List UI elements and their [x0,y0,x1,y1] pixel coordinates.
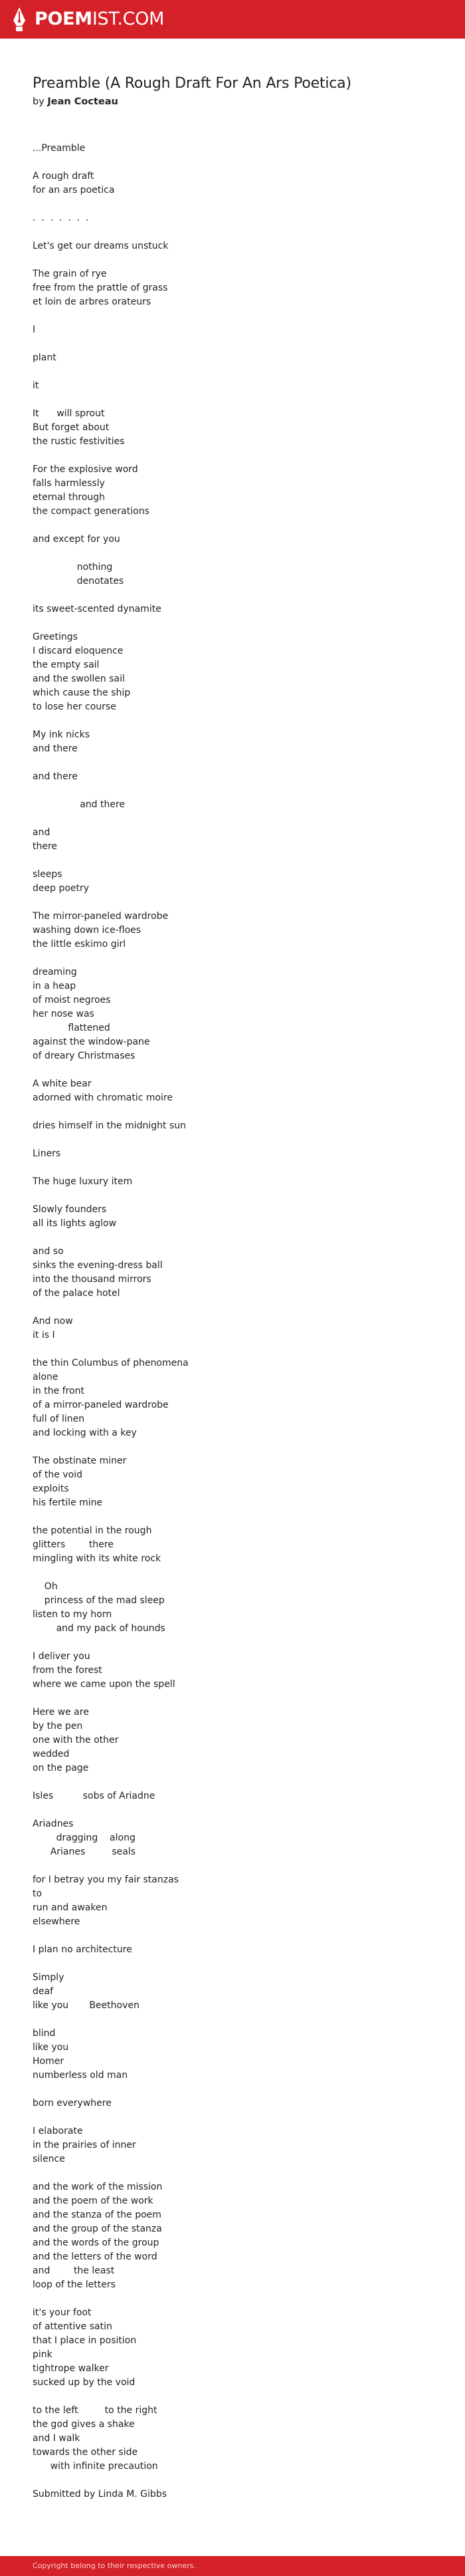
poem-article [33,73,431,2502]
byline [33,94,431,109]
byline-prefix: by [33,96,45,107]
site-footer [0,2556,465,2576]
logo-bold-part: POEM [35,9,92,29]
copyright-notice: Copyright belong to their respective owners. [33,2561,196,2570]
fountain-pen-logo-icon[interactable] [11,6,28,33]
logo-light-part: IST.COM [92,9,165,29]
author-link[interactable]: Jean Cocteau [47,96,118,107]
poem-body: ...Preamble A rough draft for an ars poetica . . . . . . . Let's get our dreams unstuck The grain of rye free from the prattle of grass et loin de arbres orateurs I plant it It will sprout But forget about the rustic festivities For the explosive word falls harmlessly eternal through the compact generations and except for you nothing denotates its sweet-scented dynamite Greetings I discard eloquence the empty sail and the swollen sail which cause the ship to lose her course My ink nicks and there and there and there and there sleeps deep poetry The mirror-paneled wardrobe washing down ice-floes the little eskimo girl dreaming in a heap of moist negroes her nose was flattened against the window-pane of dreary Christmases A white bear adorned with chromatic moire dries himself in the midnight sun Liners The huge luxury item Slowly founders all its lights aglow and so sinks the evening-dress ball into the thousand mirrors of the palace hotel And now it is I the thin Columbus of phenomena alone in the front of a mirror-paneled wardrobe full of linen and locking with a key The obstinate miner of the void exploits his fertile mine the potential in the rough glitters there mingling with its white rock Oh princess of the mad sleep listen to my horn and my pack of hounds I deliver you from the forest where we came upon the spell Here we are by the pen one with the other wedded on the page Isles sobs of Ariadne Ariadnes dragging along Arianes seals for I betray you my fair stanzas to run and awaken elsewhere I plan no architecture Simply deaf like you Beethoven blind like you Homer numberless old man born everywhere I elaborate in the prairies of inner silence and the work of the mission and the poem of the work and the stanza of the poem and the group of the stanza and the words of the group and the letters of the word and the least loop of the letters it's your foot of attentive satin that I place in position pink tightrope walker sucked up by the void to the left to the right the god gives a shake and I walk towards the other side with infinite precaution Submitted by Linda M. Gibbs [33,143,189,2500]
poem-title: Preamble (A Rough Draft For An Ars Poetica) [33,75,351,92]
site-header [0,0,465,39]
site-logo[interactable] [35,0,164,39]
